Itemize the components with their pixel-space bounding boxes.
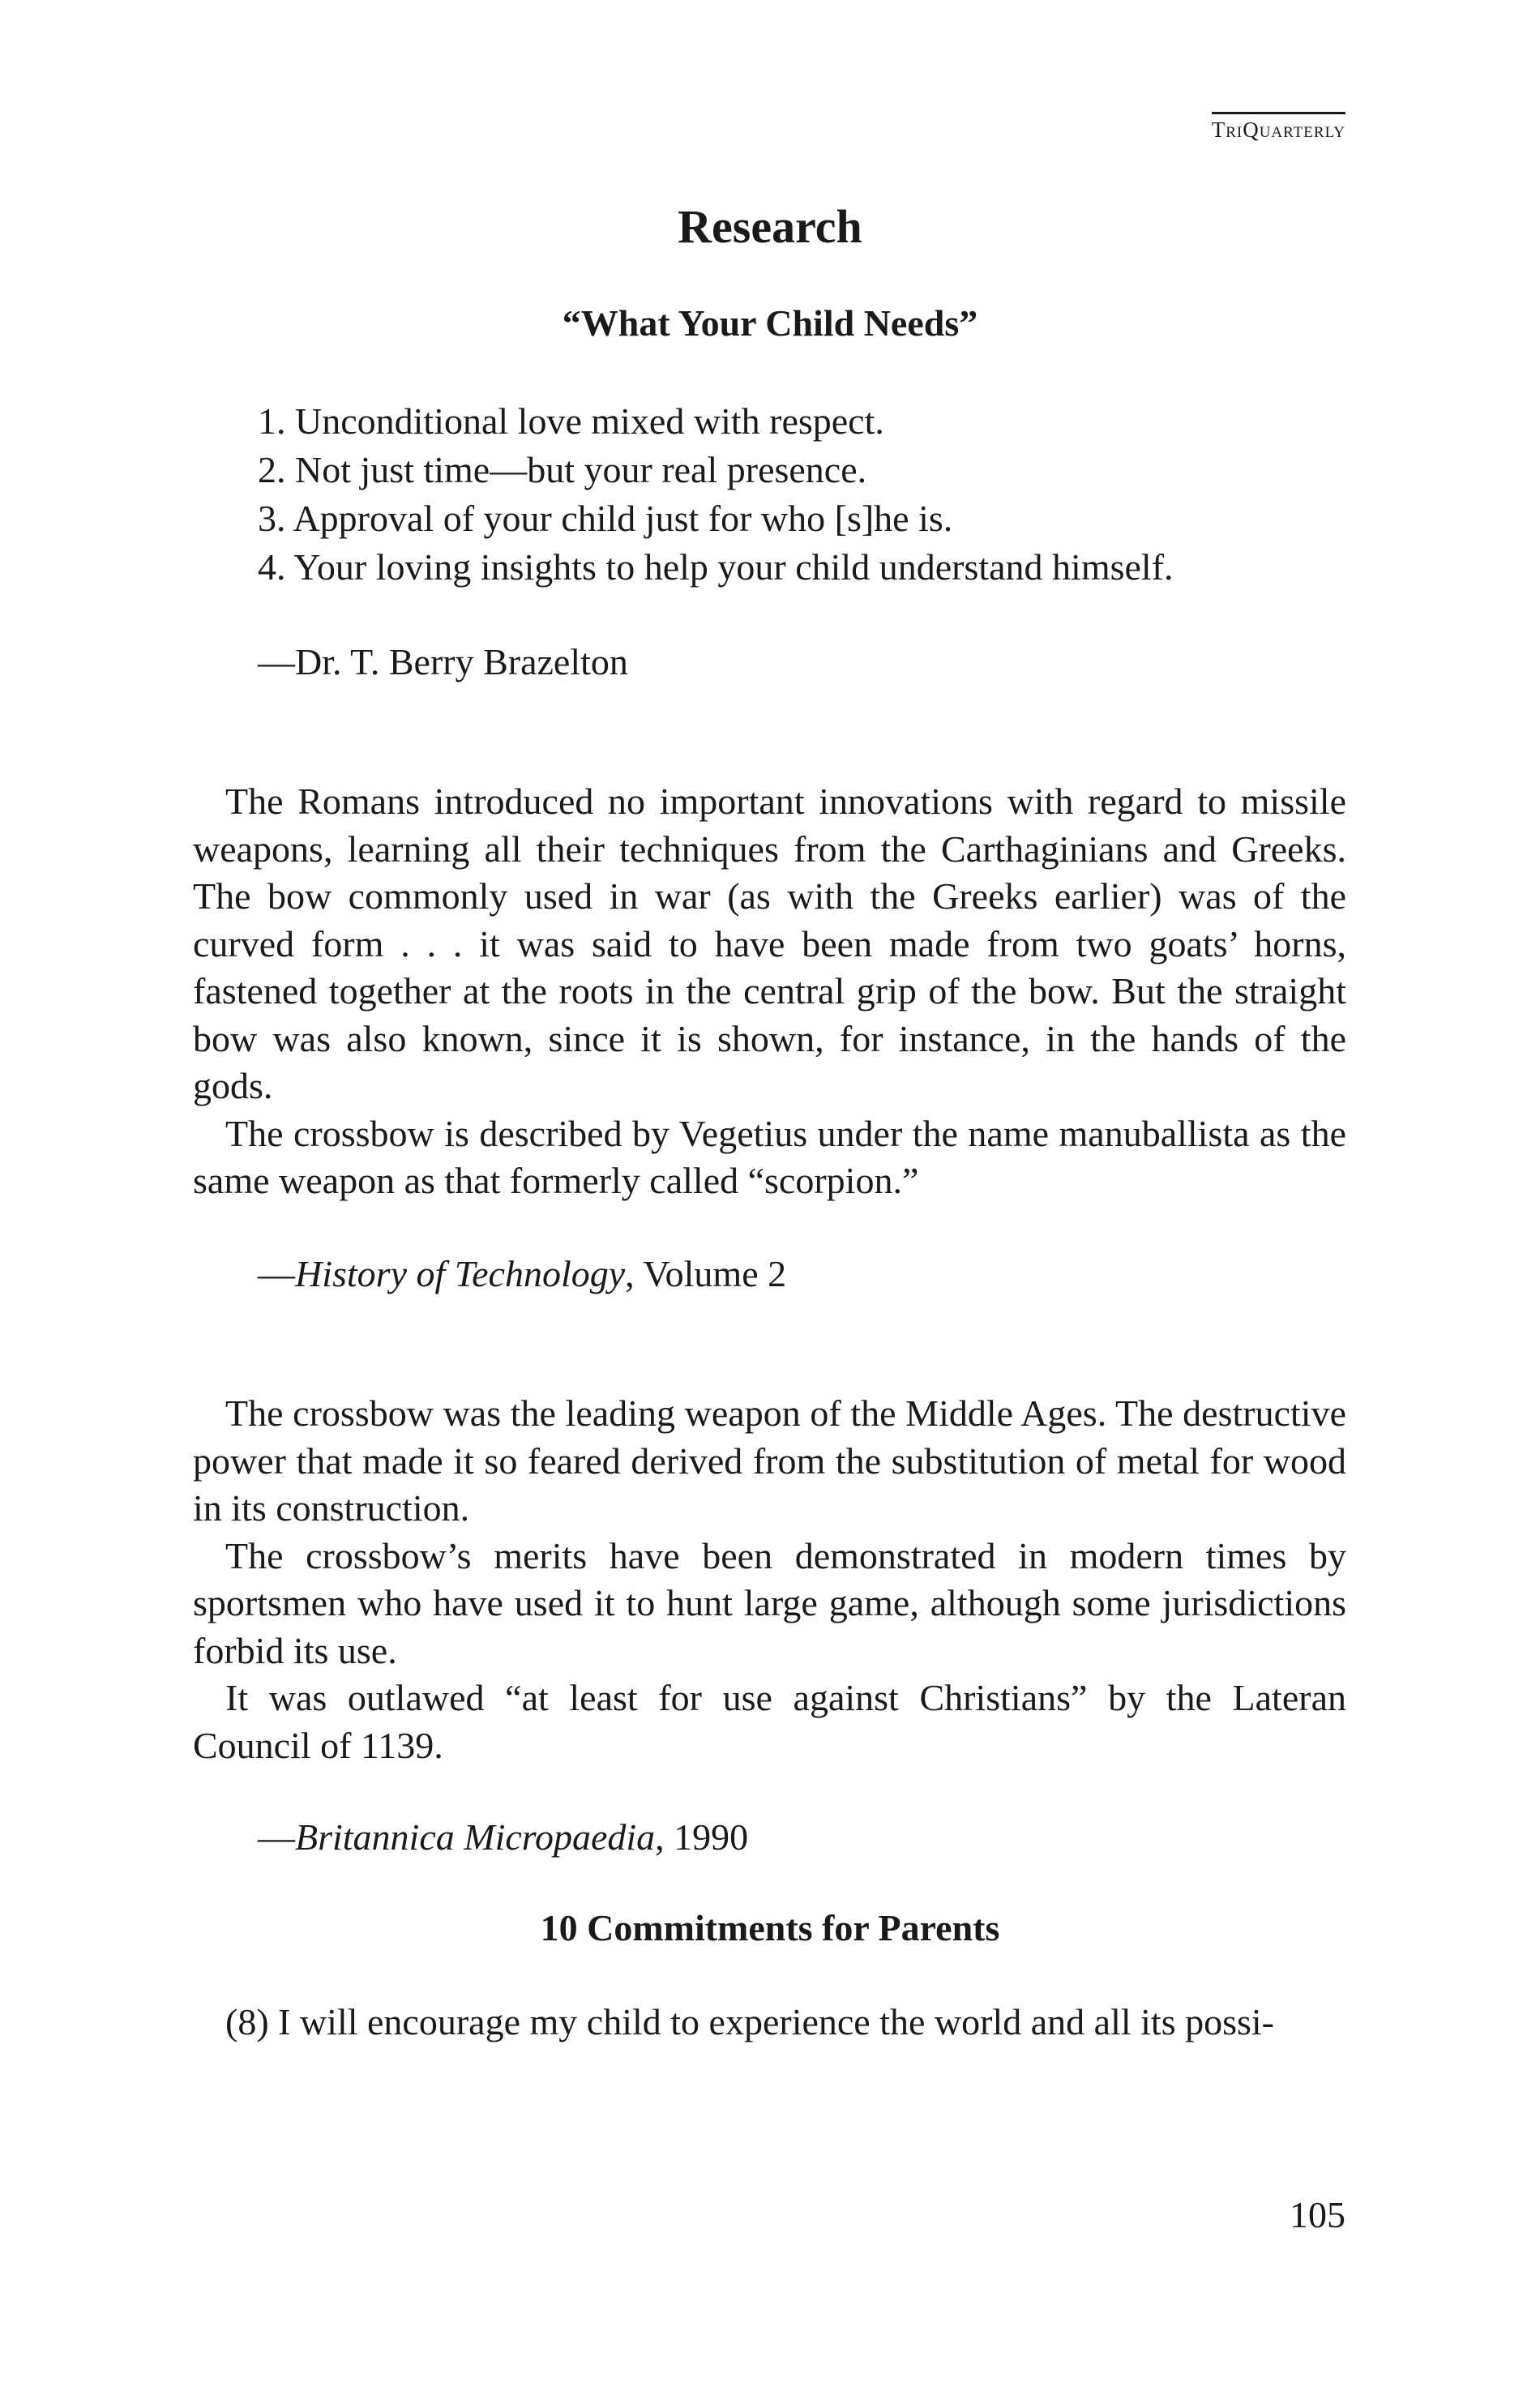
section-title: Research [678, 200, 862, 253]
needs-list [258, 397, 1174, 592]
running-head: TriQuarterly [1212, 112, 1345, 143]
list-item: 4. Your loving insights to help your child understand himself. [258, 546, 1174, 588]
paragraph: The crossbow is described by Vegetius under the name manuballista as the same weapon as that formerly called “scorpion.” [193, 1112, 1346, 1201]
commitments-paragraph: (8) I will encourage my child to experience the world and all its possi- [225, 2001, 1274, 2042]
attribution-source-title: History of Technology [295, 1253, 626, 1294]
list-title: “What Your Child Needs” [562, 302, 978, 344]
excerpt-britannica [193, 1390, 1346, 1769]
paragraph: The crossbow was the leading weapon of the Middle Ages. The destructive power that made it so feared derived from the substitution of metal for wood in its construction. [193, 1392, 1346, 1529]
paragraph: It was outlawed “at least for use against Christians” by the Lateran Council of 1139. [193, 1677, 1346, 1766]
list-item: 1. Unconditional love mixed with respect. [258, 400, 884, 442]
needs-attribution: —Dr. T. Berry Brazelton [258, 641, 628, 682]
attribution-source-rest: , 1990 [655, 1816, 749, 1858]
attribution-dash: — [258, 1253, 295, 1294]
attribution-source-rest: , Volume 2 [625, 1253, 787, 1294]
paragraph: The crossbow’s merits have been demonstrated in modern times by sportsmen who have used it to hunt large game, although some jurisdictions forbid its use. [193, 1534, 1346, 1671]
attribution-source-title: Britannica Micropaedia [295, 1816, 656, 1858]
list-item: 3. Approval of your child just for who [s]he is. [258, 498, 953, 539]
page-number: 105 [1290, 2194, 1345, 2235]
britannica-attribution [258, 1816, 748, 1858]
list-item: 2. Not just time—but your real presence. [258, 449, 867, 490]
commitments-title: 10 Commitments for Parents [540, 1907, 1000, 1948]
attribution-dash: — [258, 1816, 295, 1858]
excerpt-technology [193, 778, 1346, 1205]
technology-attribution [258, 1252, 786, 1295]
paragraph: The Romans introduced no important innovations with regard to missile weapons, learning all their techniques from the Carthaginians and Greeks. The bow commonly used in war (as with the Greeks earlier) was of the curved form . . . it was said to have been made from two goats’ horns, fastened together at the roots in the central grip of the bow. But the straight bow was also known, since it is shown, for instance, in the hands of the gods. [193, 781, 1346, 1106]
